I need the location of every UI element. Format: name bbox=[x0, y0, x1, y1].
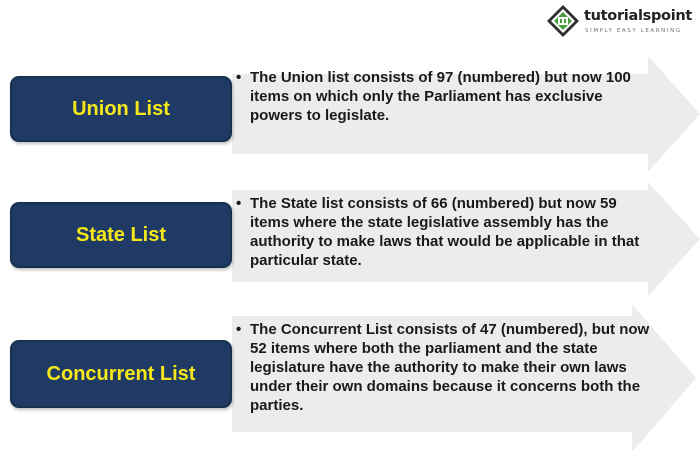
state-list-bullet: • The State list consists of 66 (numbered) but now 59 items where the state legislative assembly has the authority to make laws that would be applicable in that particular state. bbox=[236, 194, 654, 270]
brand-name: tutorialspoint bbox=[584, 8, 693, 24]
brand-tagline: SIMPLY EASY LEARNING bbox=[585, 28, 682, 34]
concurrent-list-row bbox=[0, 304, 700, 452]
union-list-box bbox=[10, 76, 232, 142]
concurrent-list-bullet: • The Concurrent List consists of 47 (numbered), but now 52 items where both the parliament and the state legislature have the authority to make their own laws under their own domains because it concerns both the parties. bbox=[236, 320, 654, 415]
union-list-title: Union List bbox=[72, 97, 170, 120]
union-list-bullet: • The Union list consists of 97 (numbered) but now 100 items on which only the Parliament has exclusive powers to legislate. bbox=[236, 68, 654, 125]
concurrent-list-box bbox=[10, 340, 232, 408]
union-list-row bbox=[0, 56, 700, 172]
state-list-description bbox=[236, 194, 654, 270]
union-list-description bbox=[236, 68, 654, 125]
state-list-box bbox=[10, 202, 232, 268]
concurrent-list-description bbox=[236, 320, 654, 415]
concurrent-list-title: Concurrent List bbox=[46, 362, 196, 385]
state-list-row bbox=[0, 182, 700, 296]
tutorialspoint-logo bbox=[546, 4, 696, 44]
state-list-title: State List bbox=[75, 223, 167, 246]
tutorialspoint-logo-icon bbox=[546, 4, 580, 38]
